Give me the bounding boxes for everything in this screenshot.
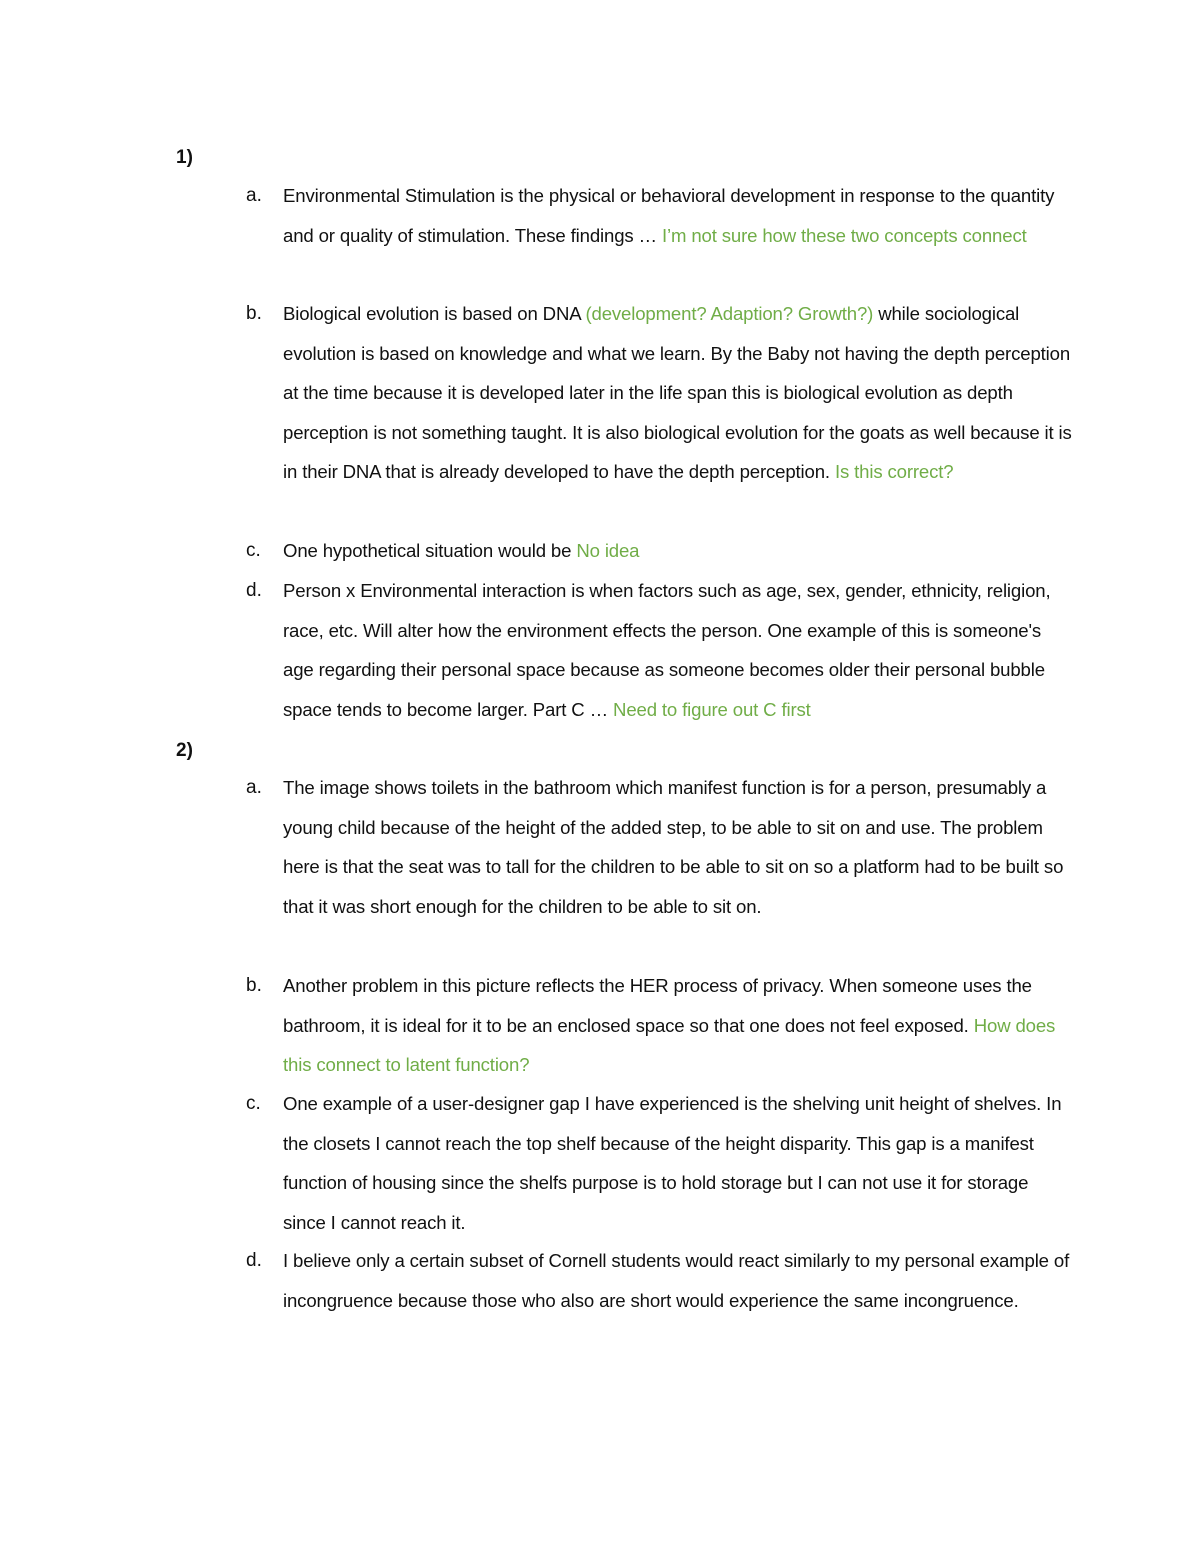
answer-text bbox=[283, 176, 1073, 255]
answer-text-part: Another problem in this picture reflects the HER process of privacy. When someone uses the bathroom, it is ideal for it to be an enclosed space so that one does not feel exposed. bbox=[283, 975, 1032, 1036]
comment-note: (development? Adaption? Growth?) bbox=[585, 303, 874, 324]
answer-text-part: I believe only a certain subset of Cornell students would react similarly to my personal example of incongruence because those who also are short would experience the same incongruence. bbox=[283, 1250, 1070, 1311]
item-letter: c. bbox=[246, 1093, 261, 1114]
answer-text bbox=[283, 1084, 1073, 1242]
answer-text bbox=[283, 294, 1073, 492]
answer-text-part: Biological evolution is based on DNA bbox=[283, 303, 586, 324]
section-number: 2) bbox=[176, 740, 193, 761]
item-letter: d. bbox=[246, 580, 262, 601]
item-letter: c. bbox=[246, 540, 261, 561]
answer-text-part: One example of a user-designer gap I have experienced is the shelving unit height of shelves. In the closets I cannot reach the top shelf because of the height disparity. This gap is a manifest function of housing since the shelfs purpose is to hold storage but I can not use it for storage since I cannot reach it. bbox=[283, 1093, 1062, 1233]
comment-note: Need to figure out C first bbox=[613, 698, 811, 720]
section-number: 1) bbox=[176, 147, 193, 168]
answer-text-part: One hypothetical situation would be bbox=[283, 540, 577, 561]
item-letter: a. bbox=[246, 185, 262, 206]
item-letter: a. bbox=[246, 777, 262, 798]
answer-text bbox=[283, 966, 1073, 1085]
answer-text-part: while sociological evolution is based on knowledge and what we learn. By the Baby not having the depth perception at the time because it is developed later in the life span this is biological evolution as depth perception is not something taught. It is also biological evolution for the goats as well because it is in their DNA that is already developed to have the depth perception. bbox=[283, 303, 1072, 483]
comment-note: Is this correct? bbox=[834, 461, 954, 483]
answer-text bbox=[283, 1241, 1073, 1320]
item-letter: b. bbox=[246, 303, 262, 324]
comment-note: I’m not sure how these two concepts connect bbox=[662, 224, 1027, 246]
answer-text-part: The image shows toilets in the bathroom which manifest function is for a person, presumably a young child because of the height of the added step, to be able to sit on and use. The problem here is that the seat was to tall for the children to be able to sit on so a platform had to be built so that it was short enough for the children to be able to sit on. bbox=[283, 777, 1064, 917]
answer-text-part: Environmental Stimulation is the physical or behavioral development in response to the quantity and or quality of stimulation. These findings … bbox=[283, 185, 1055, 246]
answer-text bbox=[283, 571, 1073, 729]
answer-text bbox=[283, 768, 1073, 926]
item-letter: b. bbox=[246, 975, 262, 996]
item-letter: d. bbox=[246, 1250, 262, 1271]
comment-note: No idea bbox=[576, 540, 640, 561]
comment-note: How does this connect to latent function? bbox=[283, 1014, 1056, 1076]
answer-text-part: Person x Environmental interaction is when factors such as age, sex, gender, ethnicity, religion, race, etc. Will alter how the environment effects the person. One example of this is someone's age regarding their personal space because as someone becomes older their personal bubble space tends to become larger. Part C … bbox=[283, 580, 1051, 720]
answer-text bbox=[283, 531, 1073, 571]
